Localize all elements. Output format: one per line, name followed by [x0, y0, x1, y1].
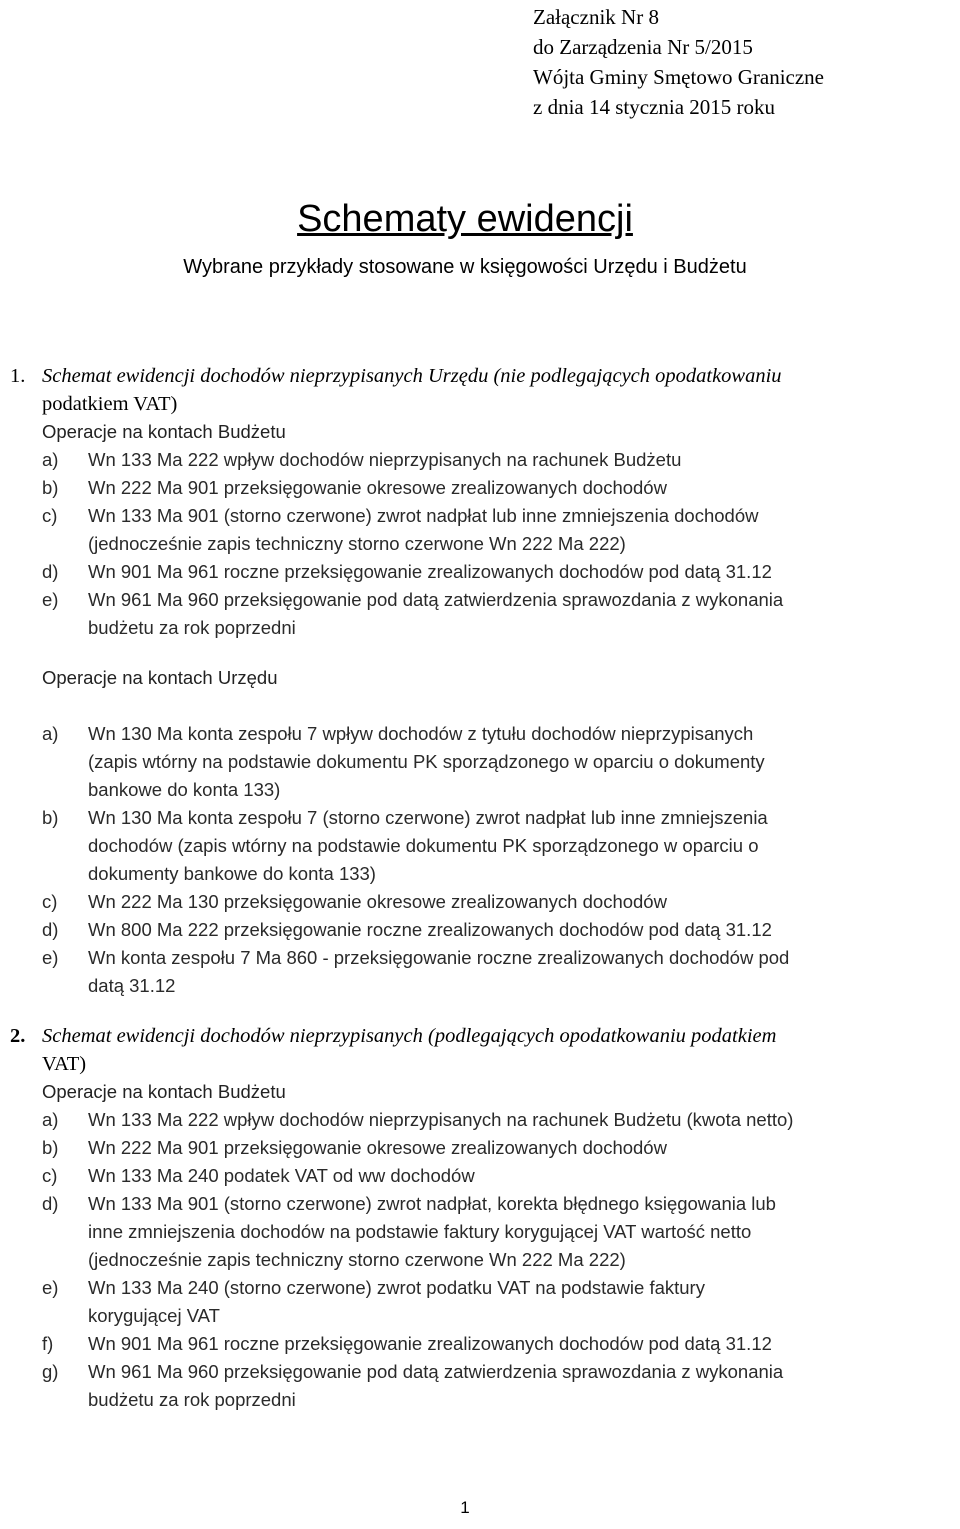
list-item-text: (jednocześnie zapis techniczny storno czerwone Wn 222 Ma 222): [88, 533, 626, 554]
list-item-text: datą 31.12: [88, 975, 176, 996]
list-item-label: d): [42, 1193, 59, 1214]
section-1-heading: [10, 362, 955, 390]
list-item-label: e): [42, 1277, 59, 1298]
list-item-text: Wn 961 Ma 960 przeksięgowanie pod datą zatwierdzenia sprawozdania z wykonania: [88, 589, 784, 610]
list-item-label: a): [42, 449, 59, 470]
list-item-text: Wn 901 Ma 961 roczne przeksięgowanie zrealizowanych dochodów pod datą 31.12: [88, 561, 772, 582]
budget-operations-title: Operacje na kontach Budżetu: [42, 421, 286, 442]
list-item-text: Wn 800 Ma 222 przeksięgowanie roczne zrealizowanych dochodów pod datą 31.12: [88, 919, 772, 940]
budget-operations: [10, 1078, 955, 1414]
list-item-label: c): [42, 1165, 58, 1186]
list-item: [42, 1162, 955, 1190]
list-item-text: Wn 901 Ma 961 roczne przeksięgowanie zrealizowanych dochodów pod datą 31.12: [88, 1333, 772, 1354]
list-item-label: g): [42, 1361, 59, 1382]
list-item-text: Wn 133 Ma 222 wpływ dochodów nieprzypisanych na rachunek Budżetu: [88, 449, 682, 470]
budget-operations-list: [42, 1106, 955, 1414]
list-item-label: e): [42, 947, 59, 968]
section-2-heading: [10, 1022, 955, 1050]
list-item: [42, 720, 955, 804]
section-2: [10, 1022, 955, 1414]
budget-operations: [10, 418, 955, 642]
list-item: [42, 944, 955, 1000]
list-item-text: Wn 130 Ma konta zespołu 7 (storno czerwone) zwrot nadpłat lub inne zmniejszenia: [88, 807, 768, 828]
office-operations: [10, 664, 955, 1000]
list-item-text: dokumenty bankowe do konta 133): [88, 863, 376, 884]
list-item-text: budżetu za rok poprzedni: [88, 1389, 296, 1410]
section-heading-line: Schemat ewidencji dochodów nieprzypisanych Urzędu (nie podlegających opodatkowaniu: [42, 365, 782, 387]
list-item-text: Wn 133 Ma 901 (storno czerwone) zwrot nadpłat lub inne zmniejszenia dochodów: [88, 505, 759, 526]
list-item-text: Wn 130 Ma konta zespołu 7 wpływ dochodów z tytułu dochodów nieprzypisanych: [88, 723, 754, 744]
section-heading-line: Schemat ewidencji dochodów nieprzypisanych (podlegających opodatkowaniu podatkiem: [42, 1025, 777, 1047]
annex-line: z dnia 14 stycznia 2015 roku: [533, 95, 776, 119]
list-item: [42, 502, 955, 558]
list-item-text: (zapis wtórny na podstawie dokumentu PK sporządzonego w oparciu o dokumenty: [88, 751, 765, 772]
document-title: Schematy ewidencji: [297, 198, 633, 240]
list-item-label: b): [42, 1137, 59, 1158]
annex-header: [533, 2, 824, 122]
list-item-text: Wn 133 Ma 222 wpływ dochodów nieprzypisanych na rachunek Budżetu (kwota netto): [88, 1109, 794, 1130]
list-item: [42, 1358, 955, 1414]
list-item: [42, 586, 955, 642]
list-item-label: c): [42, 505, 58, 526]
list-item-text: (jednocześnie zapis techniczny storno czerwone Wn 222 Ma 222): [88, 1249, 626, 1270]
document-subtitle: Wybrane przykłady stosowane w księgowości Urzędu i Budżetu: [183, 256, 747, 278]
list-item: [42, 916, 955, 944]
section-heading-line: podatkiem VAT): [42, 393, 178, 415]
budget-operations-list: [42, 446, 955, 642]
list-item-label: d): [42, 561, 59, 582]
list-item: [42, 1190, 955, 1274]
office-operations-title: Operacje na kontach Urzędu: [42, 667, 278, 688]
list-item-text: Wn 133 Ma 901 (storno czerwone) zwrot nadpłat, korekta błędnego księgowania lub: [88, 1193, 776, 1214]
annex-line: do Zarządzenia Nr 5/2015: [533, 35, 753, 59]
page-number: 1: [460, 1498, 470, 1517]
list-item: [42, 558, 955, 586]
list-item-text: Wn 222 Ma 901 przeksięgowanie okresowe zrealizowanych dochodów: [88, 1137, 667, 1158]
list-item-label: b): [42, 477, 59, 498]
list-item-text: budżetu za rok poprzedni: [88, 617, 296, 638]
section-1-office: [10, 664, 955, 1000]
list-item-label: d): [42, 919, 59, 940]
list-item-text: Wn 133 Ma 240 podatek VAT od ww dochodów: [88, 1165, 475, 1186]
list-item-label: a): [42, 723, 59, 744]
section-number: 2.: [10, 1025, 26, 1047]
annex-line: Wójta Gminy Smętowo Graniczne: [533, 65, 825, 89]
office-operations-list: [42, 720, 955, 1000]
list-item: [42, 1134, 955, 1162]
section-heading-line: VAT): [42, 1053, 87, 1075]
budget-operations-title: Operacje na kontach Budżetu: [42, 1081, 286, 1102]
list-item-text: dochodów (zapis wtórny na podstawie dokumentu PK sporządzonego w oparciu o: [88, 835, 759, 856]
list-item-text: Wn 222 Ma 901 przeksięgowanie okresowe zrealizowanych dochodów: [88, 477, 667, 498]
list-item-text: Wn 961 Ma 960 przeksięgowanie pod datą zatwierdzenia sprawozdania z wykonania: [88, 1361, 784, 1382]
list-item: [42, 804, 955, 888]
list-item: [42, 446, 955, 474]
list-item-text: Wn 222 Ma 130 przeksięgowanie okresowe zrealizowanych dochodów: [88, 891, 667, 912]
list-item-label: e): [42, 589, 59, 610]
list-item-text: korygującej VAT: [88, 1305, 220, 1326]
section-number: 1.: [10, 365, 26, 387]
list-item: [42, 474, 955, 502]
list-item-label: a): [42, 1109, 59, 1130]
list-item-text: bankowe do konta 133): [88, 779, 281, 800]
list-item: [42, 1106, 955, 1134]
list-item-text: inne zmniejszenia dochodów na podstawie faktury korygującej VAT wartość netto: [88, 1221, 752, 1242]
annex-line: Załącznik Nr 8: [533, 5, 659, 29]
section-1: [10, 362, 955, 642]
list-item-label: c): [42, 891, 58, 912]
list-item-text: Wn 133 Ma 240 (storno czerwone) zwrot podatku VAT na podstawie faktury: [88, 1277, 705, 1298]
list-item: [42, 1274, 955, 1330]
list-item-label: b): [42, 807, 59, 828]
list-item: [42, 888, 955, 916]
list-item: [42, 1330, 955, 1358]
list-item-text: Wn konta zespołu 7 Ma 860 - przeksięgowanie roczne zrealizowanych dochodów pod: [88, 947, 790, 968]
list-item-label: f): [42, 1333, 54, 1354]
